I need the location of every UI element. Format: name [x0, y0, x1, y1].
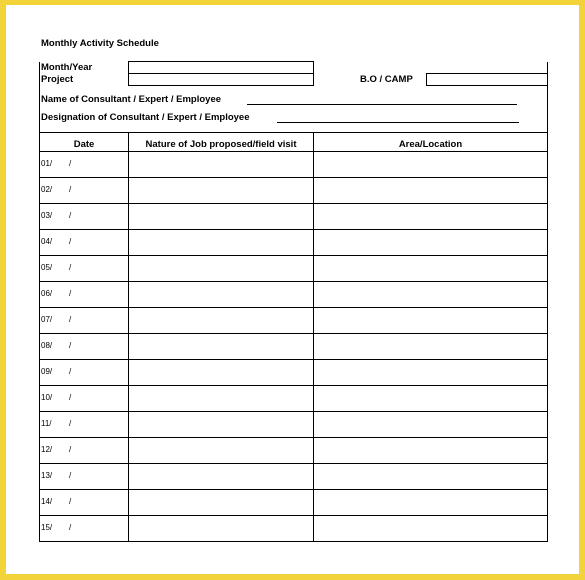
nature-of-job-cell[interactable] — [129, 334, 313, 359]
nature-of-job-cell[interactable] — [129, 464, 313, 489]
area-location-cell[interactable] — [314, 204, 547, 229]
row-date-day: 02/ — [41, 185, 53, 194]
row-date-separator: / — [69, 185, 72, 194]
row-date-separator: / — [69, 159, 72, 168]
row-date-separator: / — [69, 393, 72, 402]
row-date-day: 08/ — [41, 341, 53, 350]
header-left-border — [39, 62, 40, 133]
row-date-label — [41, 314, 71, 326]
area-location-cell[interactable] — [314, 438, 547, 463]
nature-of-job-cell[interactable] — [129, 152, 313, 177]
row-date-label — [41, 262, 71, 274]
nature-of-job-cell[interactable] — [129, 256, 313, 281]
nature-of-job-cell[interactable] — [129, 282, 313, 307]
row-date-day: 14/ — [41, 497, 53, 506]
row-date-label — [41, 288, 71, 300]
nature-of-job-cell[interactable] — [129, 230, 313, 255]
row-date-day: 11/ — [41, 419, 52, 428]
area-location-cell[interactable] — [314, 230, 547, 255]
area-location-cell[interactable] — [314, 464, 547, 489]
row-date-day: 04/ — [41, 237, 53, 246]
nature-of-job-cell[interactable] — [129, 178, 313, 203]
row-date-label — [41, 340, 71, 352]
row-date-day: 01/ — [41, 159, 53, 168]
area-location-cell[interactable] — [314, 308, 547, 333]
row-date-separator: / — [69, 367, 72, 376]
row-date-separator: / — [69, 315, 72, 324]
row-date-separator: / — [69, 419, 72, 428]
nature-of-job-cell[interactable] — [129, 490, 313, 515]
row-date-label — [41, 184, 71, 196]
row-date-day: 07/ — [41, 315, 53, 324]
row-date-label — [41, 470, 71, 482]
table-border-right — [547, 132, 548, 542]
row-date-day: 10/ — [41, 393, 53, 402]
row-date-day: 03/ — [41, 211, 53, 220]
row-date-separator: / — [69, 237, 72, 246]
nature-of-job-cell[interactable] — [129, 516, 313, 541]
table-top-border — [39, 132, 548, 133]
area-location-cell[interactable] — [314, 412, 547, 437]
area-location-cell[interactable] — [314, 386, 547, 411]
row-date-label — [41, 210, 71, 222]
nature-of-job-cell[interactable] — [129, 204, 313, 229]
nature-of-job-cell[interactable] — [129, 360, 313, 385]
bo-camp-label: B.O / CAMP — [360, 74, 413, 85]
area-location-cell[interactable] — [314, 360, 547, 385]
nature-of-job-cell[interactable] — [129, 412, 313, 437]
row-date-separator: / — [69, 497, 72, 506]
row-date-label — [41, 366, 71, 378]
row-date-separator: / — [69, 211, 72, 220]
header-date: Date — [73, 139, 95, 150]
row-date-day: 06/ — [41, 289, 53, 298]
row-date-separator: / — [69, 471, 72, 480]
nature-of-job-cell[interactable] — [129, 308, 313, 333]
row-date-label — [41, 522, 71, 534]
consultant-designation-field[interactable] — [277, 122, 519, 123]
table-border-left — [39, 132, 40, 542]
row-date-separator: / — [69, 289, 72, 298]
area-location-cell[interactable] — [314, 282, 547, 307]
row-date-label — [41, 444, 71, 456]
row-date-label — [41, 236, 71, 248]
row-date-label — [41, 158, 71, 170]
header-area-location: Area/Location — [398, 139, 463, 150]
document-page — [6, 5, 579, 574]
area-location-cell[interactable] — [314, 178, 547, 203]
consultant-name-label: Name of Consultant / Expert / Employee — [41, 94, 222, 105]
row-date-separator: / — [69, 263, 72, 272]
header-nature-of-job: Nature of Job proposed/field visit — [145, 139, 297, 150]
row-date-day: 05/ — [41, 263, 53, 272]
project-field[interactable] — [128, 73, 314, 86]
area-location-cell[interactable] — [314, 256, 547, 281]
row-date-label — [41, 496, 71, 508]
form-title: Monthly Activity Schedule — [41, 38, 159, 49]
row-date-day: 12/ — [41, 445, 53, 454]
row-divider — [39, 541, 548, 542]
consultant-name-field[interactable] — [247, 104, 517, 105]
project-label: Project — [41, 74, 74, 85]
row-date-separator: / — [69, 341, 72, 350]
row-date-day: 09/ — [41, 367, 53, 376]
row-date-day: 13/ — [41, 471, 53, 480]
row-date-day: 15/ — [41, 523, 53, 532]
area-location-cell[interactable] — [314, 152, 547, 177]
month-year-label: Month/Year — [41, 62, 93, 73]
area-location-cell[interactable] — [314, 334, 547, 359]
row-date-label — [41, 418, 71, 430]
area-location-cell[interactable] — [314, 516, 547, 541]
row-date-separator: / — [69, 523, 72, 532]
row-date-label — [41, 392, 71, 404]
nature-of-job-cell[interactable] — [129, 386, 313, 411]
consultant-designation-label: Designation of Consultant / Expert / Employee — [41, 112, 250, 123]
bo-camp-field[interactable] — [426, 73, 548, 86]
nature-of-job-cell[interactable] — [129, 438, 313, 463]
row-date-separator: / — [69, 445, 72, 454]
area-location-cell[interactable] — [314, 490, 547, 515]
